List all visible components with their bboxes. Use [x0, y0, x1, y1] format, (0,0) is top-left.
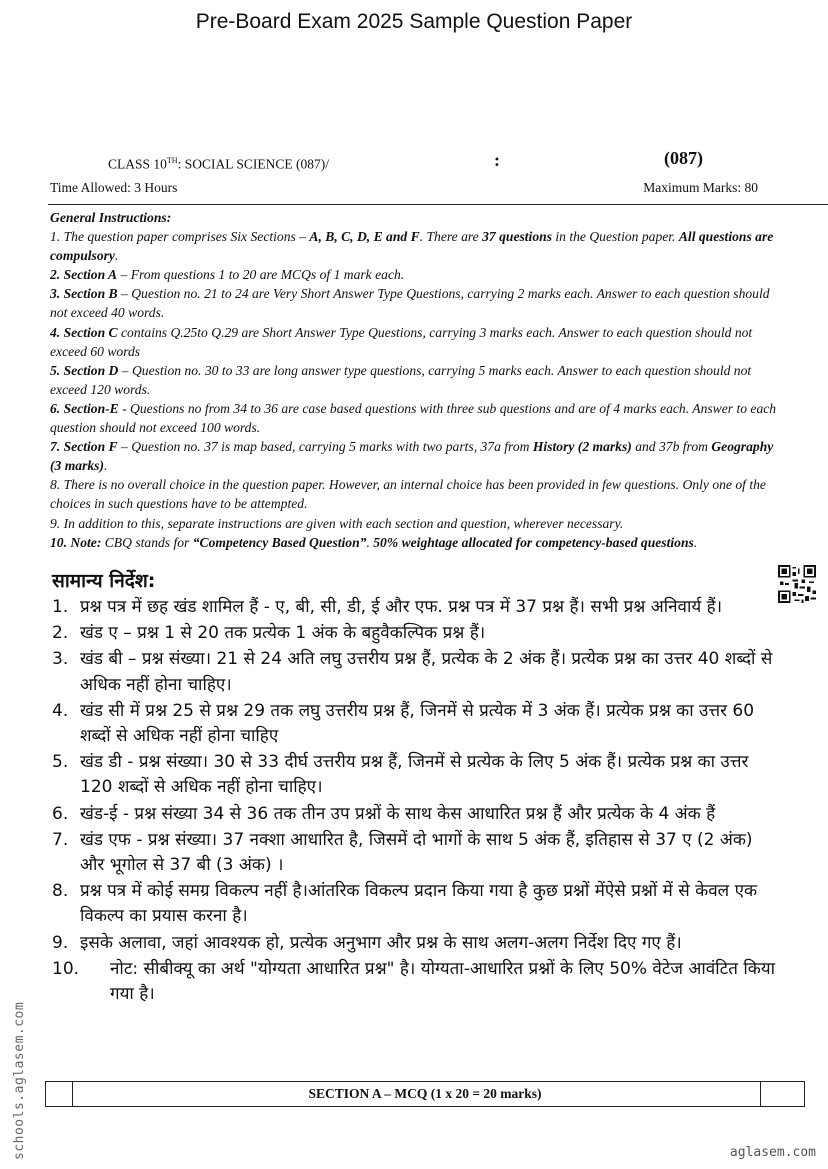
- separator-colon: :: [494, 150, 500, 170]
- list-item-text: खंड एफ - प्रश्न संख्या। 37 नक्शा आधारित है, जिसमें दो भागों के साथ 5 अंक हैं, इतिहास से 37 ए (2 अंक) और भूगोल से 37 बी (3 अंक) ।: [80, 829, 753, 876]
- list-item: [52, 802, 780, 827]
- list-item-number: 5.: [52, 752, 69, 773]
- list-item-number: 7.: [52, 829, 69, 850]
- list-item: [52, 828, 780, 878]
- list-item: [52, 621, 780, 646]
- instruction-7: 7. Section F – Question no. 37 is map based, carrying 5 marks with two parts, 37a from History (2 marks) and 37b from Geography (3 marks).: [50, 439, 774, 474]
- list-item-number: 3.: [52, 649, 69, 670]
- subject-code: (087): [664, 148, 703, 168]
- general-instructions: [50, 208, 785, 552]
- section-a-label: SECTION A – MCQ (1 x 20 = 20 marks): [308, 1086, 542, 1101]
- list-item-text: प्रश्न पत्र में छह खंड शामिल हैं - ए, बी, सी, डी, ई और एफ. प्रश्न पत्र में 37 प्रश्न हैं। सभी प्रश्न अनिवार्य हैं।: [80, 597, 723, 617]
- instruction-8: 8. There is no overall choice in the question paper. However, an internal choice has been provided in few questions. Only one of the choices in such questions have to be attempted.: [50, 477, 766, 512]
- list-item: [52, 595, 780, 620]
- footer-watermark: aglasem.com: [729, 1145, 816, 1160]
- list-item-number: 9.: [52, 932, 69, 953]
- instruction-9: 9. In addition to this, separate instructions are given with each section and question, wherever necessary.: [50, 515, 624, 531]
- instruction-10: 10. Note: CBQ stands for “Competency Based Question”. 50% weightage allocated for competency-based questions.: [50, 534, 698, 550]
- instruction-5: 5. Section D – Question no. 30 to 33 are long answer type questions, carrying 5 marks each. Answer to each question should not exceed 120 words.: [50, 362, 752, 397]
- list-item: [52, 879, 780, 929]
- list-item-text: खंड सी में प्रश्न 25 से प्रश्न 29 तक लघु उत्तरीय प्रश्न हैं, जिनमें से प्रत्येक में 3 अंक हैं। प्रत्येक प्रश्न का उत्तर 60 शब्दों से अधिक नहीं होना चाहिए: [80, 700, 755, 747]
- class-subject-line: [108, 156, 329, 173]
- list-item: [52, 957, 780, 1007]
- list-item-number: 6.: [52, 803, 69, 824]
- list-item-number: 8.: [52, 881, 69, 902]
- list-item-number: 1.: [52, 597, 69, 617]
- list-item-text: खंड-ई - प्रश्न संख्या 34 से 36 तक तीन उप प्रश्नों के साथ केस आधारित प्रश्न हैं और प्रत्येक के 4 अंक हैं: [80, 803, 716, 824]
- instructions-heading: General Instructions:: [50, 210, 172, 225]
- maximum-marks: Maximum Marks: 80: [643, 180, 758, 195]
- time-allowed: Time Allowed: 3 Hours: [50, 180, 178, 195]
- list-item-number: 10.: [52, 958, 80, 979]
- instruction-3: 3. Section B – Question no. 21 to 24 are Very Short Answer Type Questions, carrying 2 marks each. Answer to each question should not exceed 40 words.: [50, 286, 770, 321]
- list-item: [52, 931, 780, 956]
- qr-code-icon: [778, 565, 816, 603]
- list-item-text: नोट: सीबीक्यू का अर्थ "योग्यता आधारित प्रश्न" है। योग्यता-आधारित प्रश्नों के लिए 50% वेटेज आवंटित किया गया है।: [110, 958, 776, 1005]
- hindi-instructions-list: [52, 595, 780, 1008]
- list-item: [52, 699, 780, 749]
- class-subject-row: [108, 150, 788, 176]
- instruction-4: 4. Section C contains Q.25to Q.29 are Short Answer Type Questions, carrying 3 marks each. Answer to each question should not exceed 60 words: [50, 324, 753, 359]
- list-item: [52, 750, 780, 800]
- instruction-2: 2. Section A – From questions 1 to 20 are MCQs of 1 mark each.: [50, 267, 405, 283]
- class-superscript: TH: [166, 156, 178, 165]
- section-a-header: [45, 1081, 805, 1107]
- page-title: Pre-Board Exam 2025 Sample Question Paper: [195, 10, 633, 33]
- time-marks-row: [50, 180, 758, 198]
- side-watermark: schools.aglasem.com: [12, 1001, 27, 1160]
- hindi-instructions-heading: सामान्य निर्देश:: [52, 570, 156, 592]
- list-item-text: खंड ए – प्रश्न 1 से 20 तक प्रत्येक 1 अंक के बहुवैकल्पिक प्रश्न हैं।: [80, 623, 486, 644]
- list-item-text: प्रश्न पत्र में कोई समग्र विकल्प नहीं है।आंतरिक विकल्प प्रदान किया गया है कुछ प्रश्नों मेंऐसे प्रश्नों में से केवल एक विकल्प का प्रयास करना है।: [80, 881, 758, 927]
- list-item: [52, 647, 780, 697]
- list-item-text: खंड डी - प्रश्न संख्या। 30 से 33 दीर्घ उत्तरीय प्रश्न हैं, जिनमें से प्रत्येक के लिए 5 अंक हैं। प्रत्येक प्रश्न का उत्तर 120 शब्दों से अधिक नहीं होना चाहिए।: [80, 752, 749, 798]
- instruction-1: 1. The question paper comprises Six Sections – A, B, C, D, E and F. There are 37 questions in the Question paper. All questions are compulsory.: [50, 229, 774, 264]
- list-item-text: खंड बी – प्रश्न संख्या। 21 से 24 अति लघु उत्तरीय प्रश्न हैं, प्रत्येक के 2 अंक हैं। प्रत्येक प्रश्न का उत्तर 40 शब्दों से अधिक नहीं होना चाहिए।: [80, 649, 773, 695]
- list-item-number: 2.: [52, 623, 69, 644]
- instruction-6: 6. Section-E - Questions no from 34 to 36 are case based questions with three sub questions and are of 4 marks each. Answer to each question should not exceed 100 words.: [50, 400, 777, 436]
- header-divider: [48, 204, 828, 205]
- list-item-text: इसके अलावा, जहां आवश्यक हो, प्रत्येक अनुभाग और प्रश्न के साथ अलग-अलग निर्देश दिए गए हैं।: [80, 932, 682, 953]
- subject-label: : SOCIAL SCIENCE (087)/: [177, 156, 329, 172]
- list-item-number: 4.: [52, 700, 69, 721]
- class-label: CLASS 10: [108, 156, 167, 172]
